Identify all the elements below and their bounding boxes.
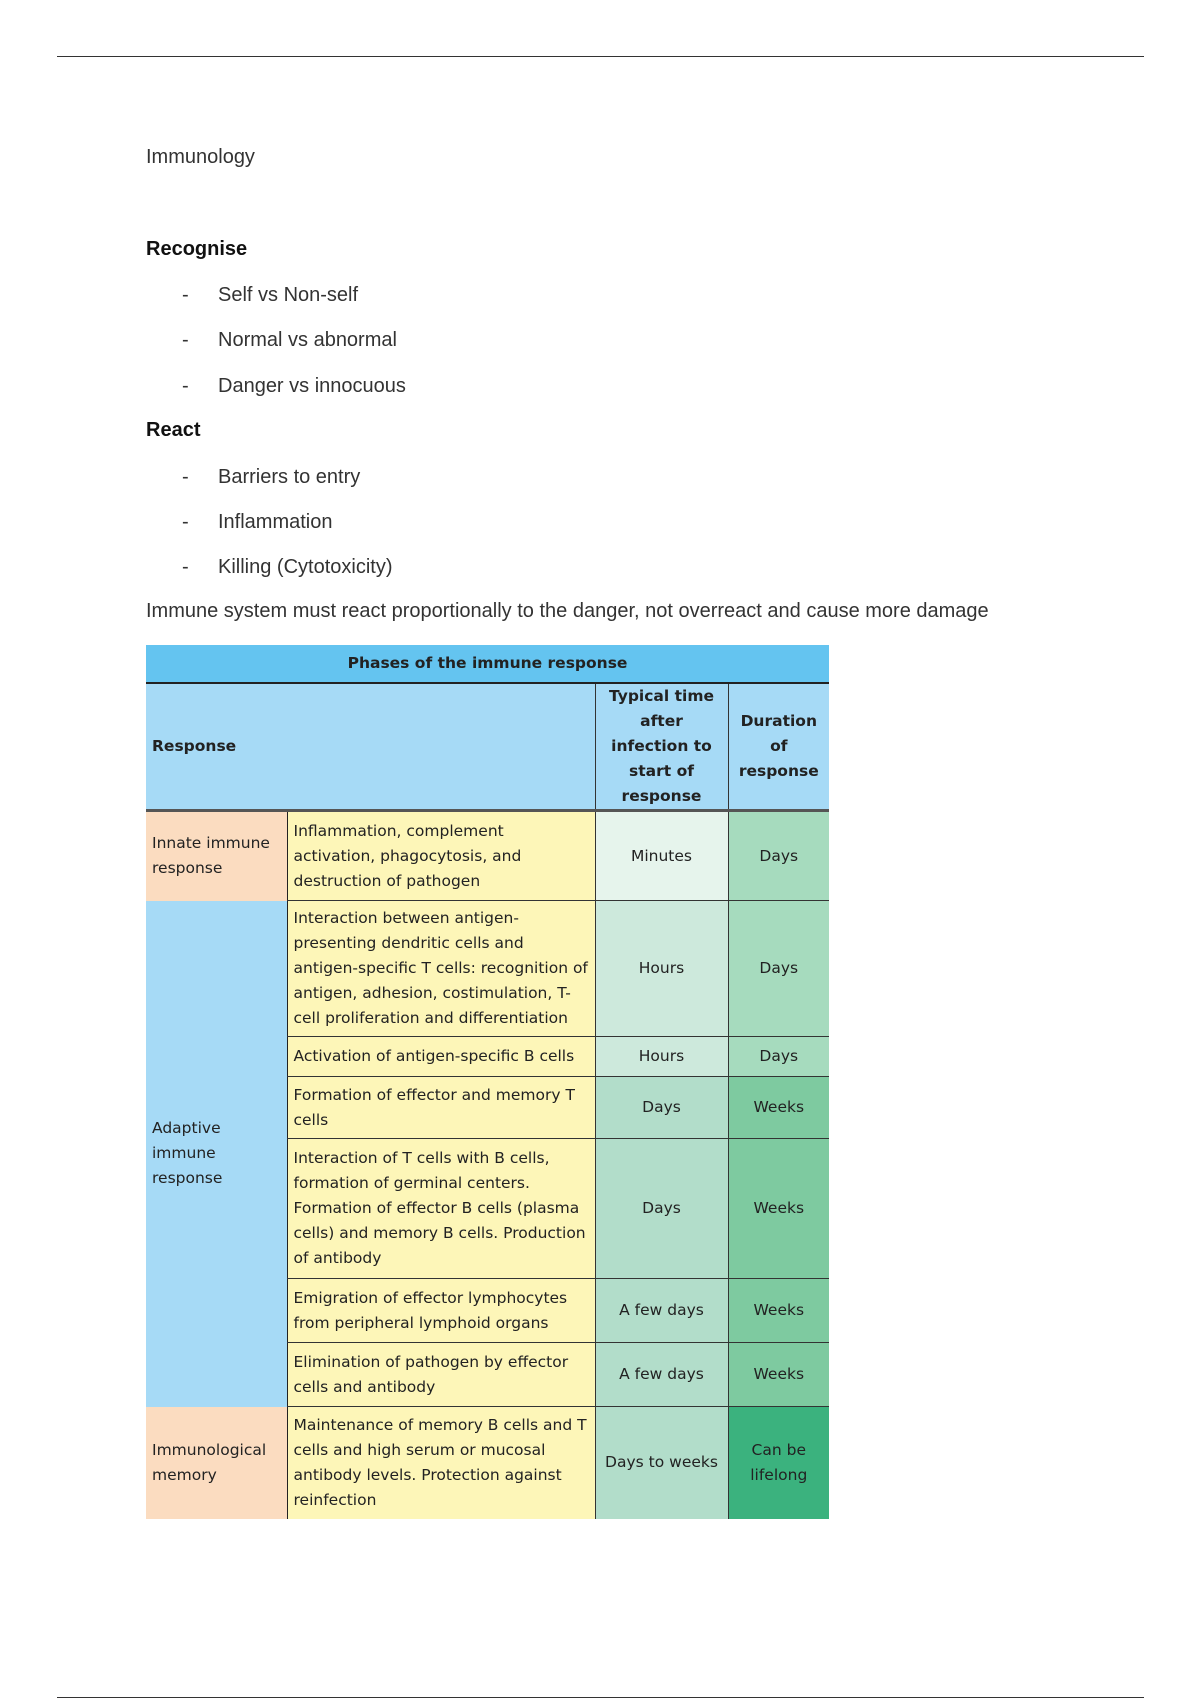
- recognise-item-text: Danger vs innocuous: [218, 375, 406, 397]
- bullet-dash: -: [182, 375, 189, 397]
- row-duration: Days: [728, 811, 829, 901]
- row-description: Formation of effector and memory T cells: [287, 1077, 595, 1139]
- row-duration: Weeks: [728, 1343, 829, 1407]
- header-typical-time: Typical time after infection to start of response: [595, 683, 728, 811]
- category-memory: Immunological memory: [146, 1407, 287, 1519]
- header-response: Response: [146, 683, 595, 811]
- row-description: Interaction between antigen-presenting dendritic cells and antigen-specific T cells: recognition of antigen, adhesion, costimulation, T-cell proliferation and differentiation: [287, 901, 595, 1037]
- react-item: [182, 511, 333, 534]
- recognise-item: [182, 284, 358, 307]
- summary-sentence: Immune system must react proportionally to the danger, not overreact and cause more damage: [146, 600, 989, 622]
- recognise-heading: Recognise: [146, 238, 248, 260]
- row-duration: Days: [728, 901, 829, 1037]
- bullet-dash: -: [182, 556, 189, 578]
- table-row: [146, 901, 829, 1037]
- recognise-item: [182, 375, 406, 398]
- react-item-text: Inflammation: [218, 511, 333, 533]
- recognise-item-text: Self vs Non-self: [218, 284, 359, 306]
- bullet-dash: -: [182, 511, 189, 533]
- table-caption: Phases of the immune response: [146, 645, 829, 683]
- row-time: Days: [595, 1077, 728, 1139]
- table-row: [146, 1407, 829, 1519]
- row-time: Minutes: [595, 811, 728, 901]
- row-duration: Weeks: [728, 1139, 829, 1279]
- row-description: Elimination of pathogen by effector cells and antibody: [287, 1343, 595, 1407]
- bullet-dash: -: [182, 284, 189, 306]
- table-header-row: [146, 683, 829, 811]
- react-item-text: Killing (Cytotoxicity): [218, 556, 393, 578]
- row-duration: Weeks: [728, 1279, 829, 1343]
- row-description: Inflammation, complement activation, phagocytosis, and destruction of pathogen: [287, 811, 595, 901]
- header-duration: Duration of response: [728, 683, 829, 811]
- recognise-item: [182, 329, 397, 352]
- category-adaptive: Adaptive immune response: [146, 901, 287, 1407]
- react-item: [182, 466, 360, 489]
- top-rule: [57, 56, 1144, 57]
- row-duration: Weeks: [728, 1077, 829, 1139]
- row-time: Hours: [595, 1037, 728, 1077]
- react-item: [182, 556, 392, 579]
- row-time: A few days: [595, 1343, 728, 1407]
- bullet-dash: -: [182, 329, 189, 351]
- row-description: Interaction of T cells with B cells, formation of germinal centers. Formation of effector B cells (plasma cells) and memory B cells. Production of antibody: [287, 1139, 595, 1279]
- row-description: Activation of antigen-specific B cells: [287, 1037, 595, 1077]
- table-row: [146, 811, 829, 901]
- category-innate: Innate immune response: [146, 811, 287, 901]
- row-time: Hours: [595, 901, 728, 1037]
- row-duration: Can be lifelong: [728, 1407, 829, 1519]
- row-time: Days to weeks: [595, 1407, 728, 1519]
- row-time: Days: [595, 1139, 728, 1279]
- row-duration: Days: [728, 1037, 829, 1077]
- immune-phases-table: [146, 645, 829, 1519]
- bullet-dash: -: [182, 466, 189, 488]
- row-description: Maintenance of memory B cells and T cells and high serum or mucosal antibody levels. Protection against reinfection: [287, 1407, 595, 1519]
- bottom-rule: [57, 1697, 1144, 1698]
- row-time: A few days: [595, 1279, 728, 1343]
- recognise-item-text: Normal vs abnormal: [218, 329, 397, 351]
- document-title: Immunology: [146, 146, 255, 168]
- react-heading: React: [146, 419, 201, 441]
- row-description: Emigration of effector lymphocytes from peripheral lymphoid organs: [287, 1279, 595, 1343]
- table-caption-row: [146, 645, 829, 683]
- react-item-text: Barriers to entry: [218, 466, 361, 488]
